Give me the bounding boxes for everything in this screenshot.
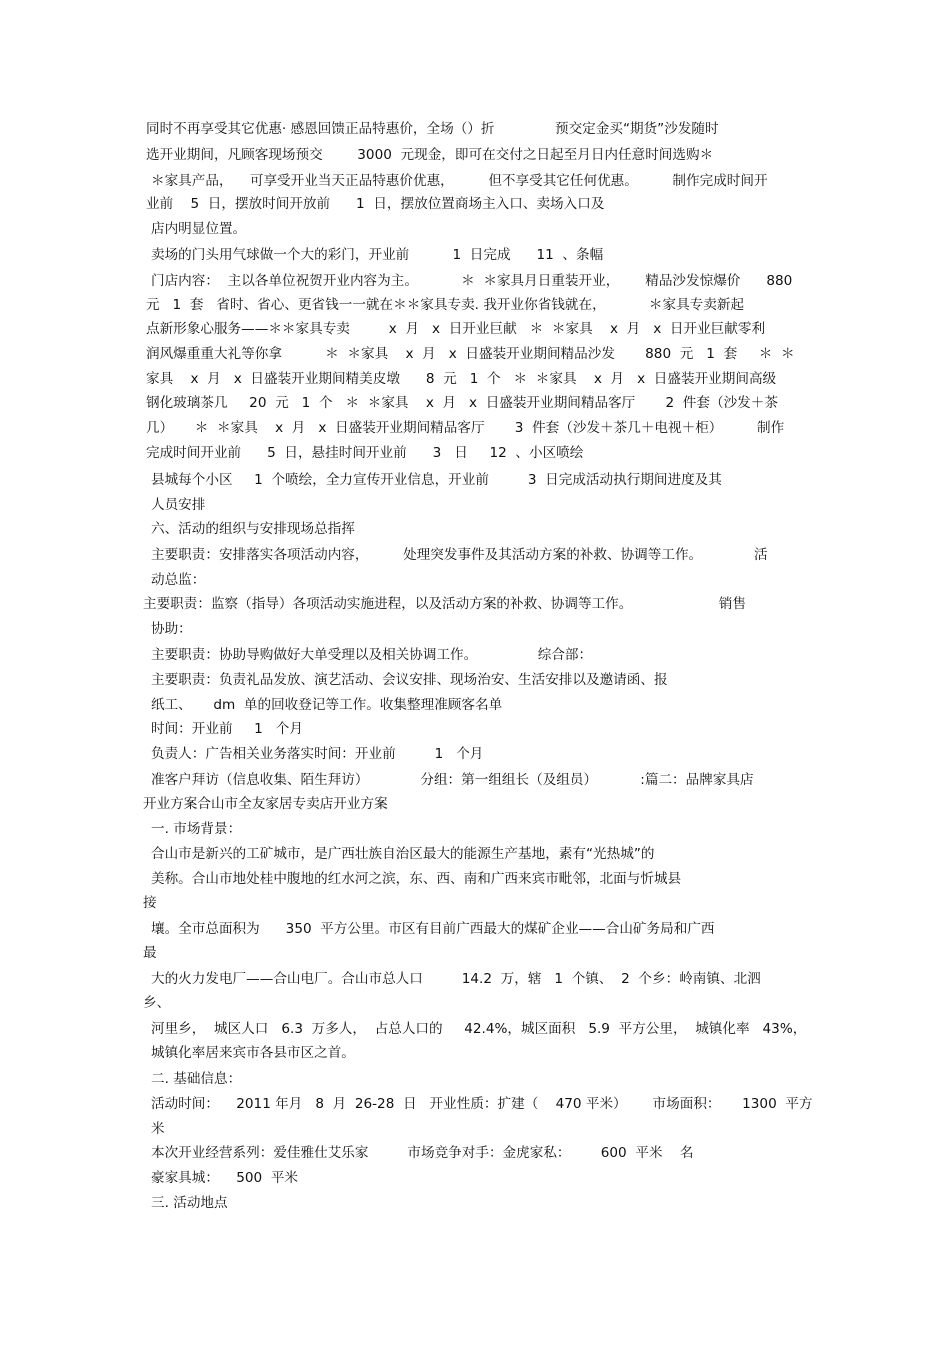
text-line: 同时不再享受其它优惠· 感恩回馈正品特惠价，全场（）折 预交定金买“期货”沙发随时 [146,121,719,137]
text-line: 壤。全市总面积为 350 平方公里。市区有目前广西最大的煤矿企业——合山矿务局和广西 [151,921,715,937]
section-heading: 一. 市场背景： [151,821,242,837]
text-line: 动总监： [151,572,206,588]
text-line: 本次开业经营系列：爱佳雅仕艾乐家 市场竞争对手：金虎家私： 600 平米 名 [151,1145,694,1161]
text-line: 时间：开业前 1 个月 [151,721,303,737]
section-heading: 六、活动的组织与安排现场总指挥 [151,521,355,537]
text-line: 纸工、 dm 单的回收登记等工作。收集整理准顾客名单 [151,697,503,713]
text-line: 负责人：广告相关业务落实时间：开业前 1 个月 [151,746,484,762]
text-line: 家具 x 月 x 日盛装开业期间精美皮墩 8 元 1 个 ＊ ＊家具 x 月 x 日盛装开业期间高级 [146,371,777,387]
text-line: 开业方案合山市全友家居专卖店开业方案 [143,796,388,812]
text-line: 活动时间： 2011 年月 8 月 26-28 日 开业性质：扩建（ 470 平米） 市场面积： 1300 平方 [151,1096,813,1112]
text-line: 准客户拜访（信息收集、陌生拜访） 分组：第一组组长（及组员） :篇二：品牌家具店 [151,772,754,788]
text-line: 元 1 套 省时、省心、更省钱一一就在＊＊家具专卖. 我开业你省钱就在， ＊家具专卖新起 [146,297,745,313]
text-line: 协助： [151,621,192,637]
text-line: 完成时间开业前 5 日，悬挂时间开业前 3 日 12 、小区喷绘 [146,445,584,461]
text-line: 城镇化率居来宾市各县市区之首。 [151,1045,355,1061]
text-line: 县城每个小区 1 个喷绘，全力宣传开业信息，开业前 3 日完成活动执行期间进度及其 [151,472,722,488]
text-line: ＊家具产品， 可享受开业当天正品特惠价优惠， 但不享受其它任何优惠。 制作完成时间开 [151,173,768,189]
text-line: 润风爆重重大礼等你拿 ＊ ＊家具 x 月 x 日盛装开业期间精品沙发 880 元 1 套 ＊ ＊ [146,346,795,362]
text-line: 几） ＊ ＊家具 x 月 x 日盛装开业期间精品客厅 3 件套（沙发＋茶几＋电视＋柜） 制作 [146,420,785,436]
text-line: 主要职责：负责礼品发放、演艺活动、会议安排、现场治安、生活安排以及邀请函、报 [151,672,668,688]
text-line: 点新形象心服务——＊＊家具专卖 x 月 x 日开业巨献 ＊ ＊家具 x 月 x 日开业巨献零利 [146,321,766,337]
section-heading: 二. 基础信息： [151,1071,242,1087]
text-line: 美称。合山市地处桂中腹地的红水河之滨，东、西、南和广西来宾市毗邻，北面与忻城县 [151,871,682,887]
text-line: 主要职责：监察（指导）各项活动实施进程，以及活动方案的补救、协调等工作。 销售 [143,596,746,612]
text-line: 接 [143,895,157,911]
text-line: 主要职责：安排落实各项活动内容， 处理突发事件及其活动方案的补救、协调等工作。 活 [151,547,768,563]
text-line: 卖场的门头用气球做一个大的彩门，开业前 1 日完成 11 、条幅 [151,247,604,263]
text-line: 大的火力发电厂——合山电厂。合山市总人口 14.2 万，辖 1 个镇、 2 个乡：岭南镇、北泗 [151,971,761,987]
text-line: 门店内容： 主以各单位祝贺开业内容为主。 ＊ ＊家具月日重装开业， 精品沙发惊爆价 880 [151,273,793,289]
text-line: 豪家具城： 500 平米 [151,1170,299,1186]
text-line: 店内明显位置。 [151,221,247,237]
text-line: 选开业期间，凡顾客现场预交 3000 元现金，即可在交付之日起至月日内任意时间选购＊ [146,147,714,163]
text-line: 河里乡， 城区人口 6.3 万多人， 占总人口的 42.4%，城区面积 5.9 平方公里， 城镇化率 43%， [151,1021,807,1037]
text-line: 最 [143,945,157,961]
text-line: 合山市是新兴的工矿城市，是广西壮族自治区最大的能源生产基地，素有“光热城”的 [151,846,655,862]
text-line: 业前 5 日，摆放时间开放前 1 日，摆放位置商场主入口、卖场入口及 [146,196,605,212]
text-line: 主要职责：协助导购做好大单受理以及相关协调工作。 综合部： [151,647,593,663]
text-line: 人员安排 [151,497,206,513]
text-line: 乡、 [143,995,171,1011]
text-line: 钢化玻璃茶几 20 元 1 个 ＊ ＊家具 x 月 x 日盛装开业期间精品客厅 2 件套（沙发＋茶 [146,395,778,411]
text-line: 米 [151,1121,165,1137]
section-heading: 三. 活动地点 [151,1195,228,1211]
